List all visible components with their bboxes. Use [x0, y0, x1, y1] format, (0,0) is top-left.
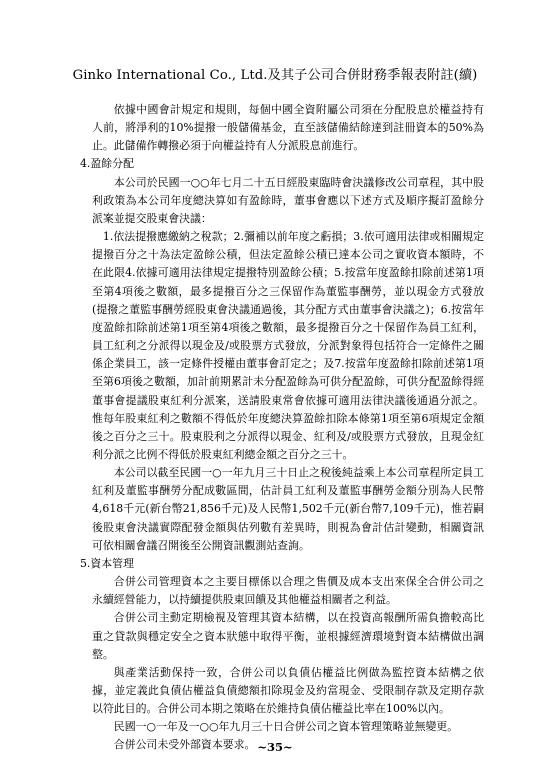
paragraph-capital-structure-review: 合併公司主動定期檢視及管理其資本結構，以在投資高報酬所需負擔較高比重之貸款與穩定安全之資本狀態中取得平衡，並根據經濟環境對資本結構做出調整。 — [92, 611, 484, 661]
section-heading-capital-management: 5.資本管理 — [80, 556, 134, 570]
section-heading-earnings-distribution: 4.盈餘分配 — [80, 157, 134, 171]
paragraph-bonus-estimate: 本公司以截至民國一○一年九月三十日止之稅後純益乘上本公司章程所定員工紅利及董監事酬勞分配成數區間，估計員工紅利及董監事酬勞金額分別為人民幣4,618千元(新台幣21,856千元)及人民幣1,502千元(新台幣7,109千元)，惟若嗣後股東會決議實際配發金額與估列數有差異時，則視為會計估計變動，相關資訊可依相關會議召開後至公開資訊觀測站查詢。 — [92, 466, 484, 552]
paragraph-statutory-reserve: 依據中國會計規定和規則，每個中國全資附屬公司須在分配股息於權益持有人前，將淨利的10%提撥一般儲備基金，直至該儲備結餘達到註冊資本的50%為止。此儲備作轉撥必須于向權益持有人分派股息前進行。 — [92, 103, 484, 153]
paragraph-no-strategy-change: 民國一○一年及一○○年九月三十日合併公司之資本管理策略並無變更。 — [113, 720, 459, 734]
paragraph-distribution-order: 1.依法提撥應繳納之稅款；2.彌補以前年度之虧損；3.依可適用法律或相關規定提撥百分之十為法定盈餘公積，但法定盈餘公積已達本公司之實收資本額時，不在此限4.依據可適用法律規定提撥特別盈餘公積；5.按當年度盈餘扣除前述第1項至第4項後之數額，最多提撥百分之三保留作為董監事酬勞，並以現金方式發放(提撥之董監事酬勞經股東會決議通過後，其分配方式由董事會決議之)；6.按當年度盈餘扣除前述第1項至第4項後之數額，最多提撥百分之十保留作為員工紅利，員工紅利之分派得以現金及/或股票方式發放，分派對象得包括符合一定條件之關係企業員工，該一定條件授權由董事會訂定之；及7.按當年度盈餘扣除前述第1項至第6項後之數額，加計前期累計未分配盈餘為可供分配盈餘，可供分配盈餘得經董事會提議股東紅利分派案，送請股東常會依據可適用法律決議後通過分派之。惟每年股東紅利之數額不得低於年度總決算盈餘扣除本條第1項至第6項規定金額後之百分之三十。股東股利之分派得以現金、紅利及/或股票方式發放，且現金紅利分派之比例不得低於股東紅利總金額之百分之三十。 — [92, 230, 484, 461]
paragraph-no-external-requirement: 合併公司未受外部資本要求。 — [113, 738, 256, 752]
paragraph-debt-to-equity: 與產業活動保持一致，合併公司以負債佔權益比例做為監控資本結構之依據，並定義此負債佔權益負債總額扣除現金及約當現金、受限制存款及定期存款以符此目的。合併公司本期之策略在於維持負債佔權益比率在100%以內。 — [92, 665, 484, 716]
paragraph-capital-objective: 合併公司管理資本之主要目標係以合理之售價及成本支出來保全合併公司之永續經營能力，以持續提供股東回饋及其他權益相關者之利益。 — [92, 575, 484, 607]
page-header-title: Ginko International Co., Ltd.及其子公司合併財務季報表附註(續) — [72, 68, 478, 83]
page-number: ~35~ — [257, 740, 293, 754]
document-body — [80, 101, 484, 755]
paragraph-dividend-policy: 本公司於民國一○○年七月二十五日經股東臨時會決議修改公司章程，其中股利政策為本公司年度總決算如有盈餘時，董事會應以下述方式及順序擬訂盈餘分派案並提交股東會決議： — [92, 175, 484, 225]
